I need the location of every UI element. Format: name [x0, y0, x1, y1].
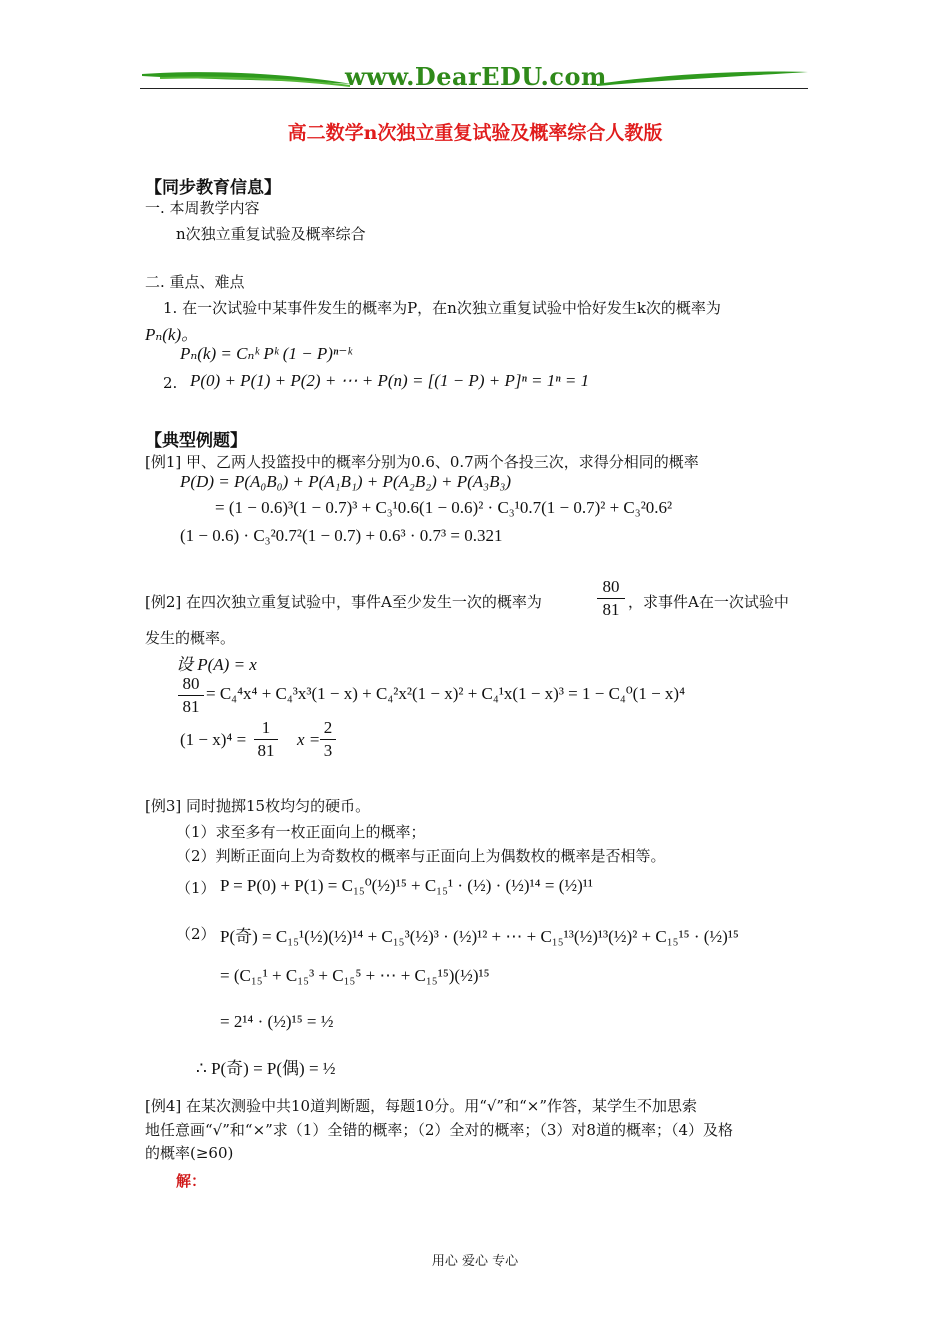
- header-rule: [140, 88, 808, 89]
- point1-tail: Pₙ(k)。: [145, 325, 199, 344]
- ex2-let: 设 P(A) = x: [176, 655, 257, 674]
- point2-label: 2.: [163, 374, 178, 392]
- ex2-text-c: 发生的概率。: [145, 629, 236, 647]
- item1-label: 一. 本周教学内容: [145, 199, 260, 217]
- ex2-text-a: [例2] 在四次独立重复试验中，事件A至少发生一次的概率为: [145, 593, 542, 611]
- ex3-a1: P = P(0) + P(1) = C₁₅⁰(½)¹⁵ + C₁₅¹ · (½) · (½)¹⁴ = (½)¹¹: [220, 876, 593, 895]
- fraction-bar: [254, 739, 278, 740]
- ex2-frac-den: 81: [602, 600, 620, 619]
- ex4-text-a: [例4] 在某次测验中共10道判断题，每题10分。用“√”和“×”作答，某学生不加思索: [145, 1097, 697, 1115]
- ex2-res-fraction2: [320, 718, 336, 761]
- fraction-bar: [597, 598, 625, 599]
- section-heading-sync-info: 【同步教育信息】: [145, 178, 281, 198]
- ex1-text: [例1] 甲、乙两人投篮投中的概率分别为0.6、0.7两个各投三次，求得分相同的概率: [145, 453, 699, 471]
- ex2-eq-num: 80: [182, 674, 200, 693]
- ex2-fraction: [597, 577, 625, 620]
- ex1-line1: P(D) = P(A₀B₀) + P(A₁B₁) + P(A₂B₂) + P(A₃B₃): [180, 472, 512, 491]
- ex2-res2-den: 3: [323, 741, 333, 760]
- ex2-res-fraction: [254, 718, 278, 761]
- point1-formula: Pₙ(k) = Cₙᵏ Pᵏ (1 − P)ⁿ⁻ᵏ: [180, 344, 353, 363]
- ex4-text-b: 地任意画“√”和“×”求（1）全错的概率；（2）全对的概率；（3）对8道的概率；（4）及格: [145, 1121, 734, 1139]
- fraction-bar: [320, 739, 336, 740]
- ex1-line3: (1 − 0.6) · C₃²0.7²(1 − 0.7) + 0.6³ · 0.7³ = 0.321: [180, 526, 503, 545]
- item2-label: 二. 重点、难点: [145, 273, 245, 291]
- ex1-line2: = (1 − 0.6)³(1 − 0.7)³ + C₃¹0.6(1 − 0.6)² · C₃¹0.7(1 − 0.7)² + C₃²0.6²: [215, 498, 673, 517]
- ex3-q1: （1）求至多有一枚正面向上的概率；: [176, 823, 426, 841]
- point2-formula: P(0) + P(1) + P(2) + ⋯ + P(n) = [(1 − P) + P]ⁿ = 1ⁿ = 1: [190, 371, 590, 390]
- ex2-res-num: 1: [261, 718, 271, 737]
- ex4-text-c: 的概率(≥60): [145, 1144, 234, 1162]
- header-banner: [140, 60, 810, 96]
- ex2-frac-num: 80: [602, 577, 620, 596]
- ex2-res2-num: 2: [323, 718, 333, 737]
- ex2-eq-rhs: = C₄⁴x⁴ + C₄³x³(1 − x) + C₄²x²(1 − x)² + C₄¹x(1 − x)³ = 1 − C₄⁰(1 − x)⁴: [206, 684, 686, 703]
- ex3-a2-label: （2）: [176, 925, 216, 943]
- ex2-res-a: (1 − x)⁴ =: [180, 730, 247, 749]
- ex2-eq-fraction: [178, 674, 204, 717]
- ex3-text: [例3] 同时抛掷15枚均匀的硬币。: [145, 797, 371, 815]
- ex3-a1-label: （1）: [176, 879, 216, 897]
- item1-content: n次独立重复试验及概率综合: [176, 225, 366, 243]
- ex3-a2-line1: P(奇) = C₁₅¹(½)(½)¹⁴ + C₁₅³(½)³ · (½)¹² + ⋯ + C₁₅¹³(½)¹³(½)² + C₁₅¹⁵ · (½)¹⁵: [220, 927, 739, 946]
- ex3-conclusion: ∴ P(奇) = P(偶) = ½: [196, 1059, 336, 1078]
- section-heading-examples: 【典型例题】: [145, 431, 247, 451]
- ex3-a2-line3: = 2¹⁴ · (½)¹⁵ = ½: [220, 1012, 334, 1031]
- point1-text: 1. 在一次试验中某事件发生的概率为P，在n次独立重复试验中恰好发生k次的概率为: [163, 299, 721, 317]
- ex2-eq-den: 81: [182, 697, 200, 716]
- fraction-bar: [178, 695, 204, 696]
- site-logo: www.DearEDU.com: [345, 62, 607, 91]
- ex2-res-den: 81: [257, 741, 275, 760]
- page-title: 高二数学n次独立重复试验及概率综合人教版: [287, 122, 663, 144]
- page-footer: 用心 爱心 专心: [431, 1254, 519, 1269]
- ex3-a2-line2: = (C₁₅¹ + C₁₅³ + C₁₅⁵ + ⋯ + C₁₅¹⁵)(½)¹⁵: [220, 966, 490, 985]
- ex2-text-b: ，求事件A在一次试验中: [628, 593, 789, 611]
- ex3-q2: （2）判断正面向上为奇数枚的概率与正面向上为偶数枚的概率是否相等。: [176, 847, 666, 865]
- ex2-res-b: x =: [297, 730, 321, 749]
- ex4-solve-label: 解：: [176, 1172, 207, 1190]
